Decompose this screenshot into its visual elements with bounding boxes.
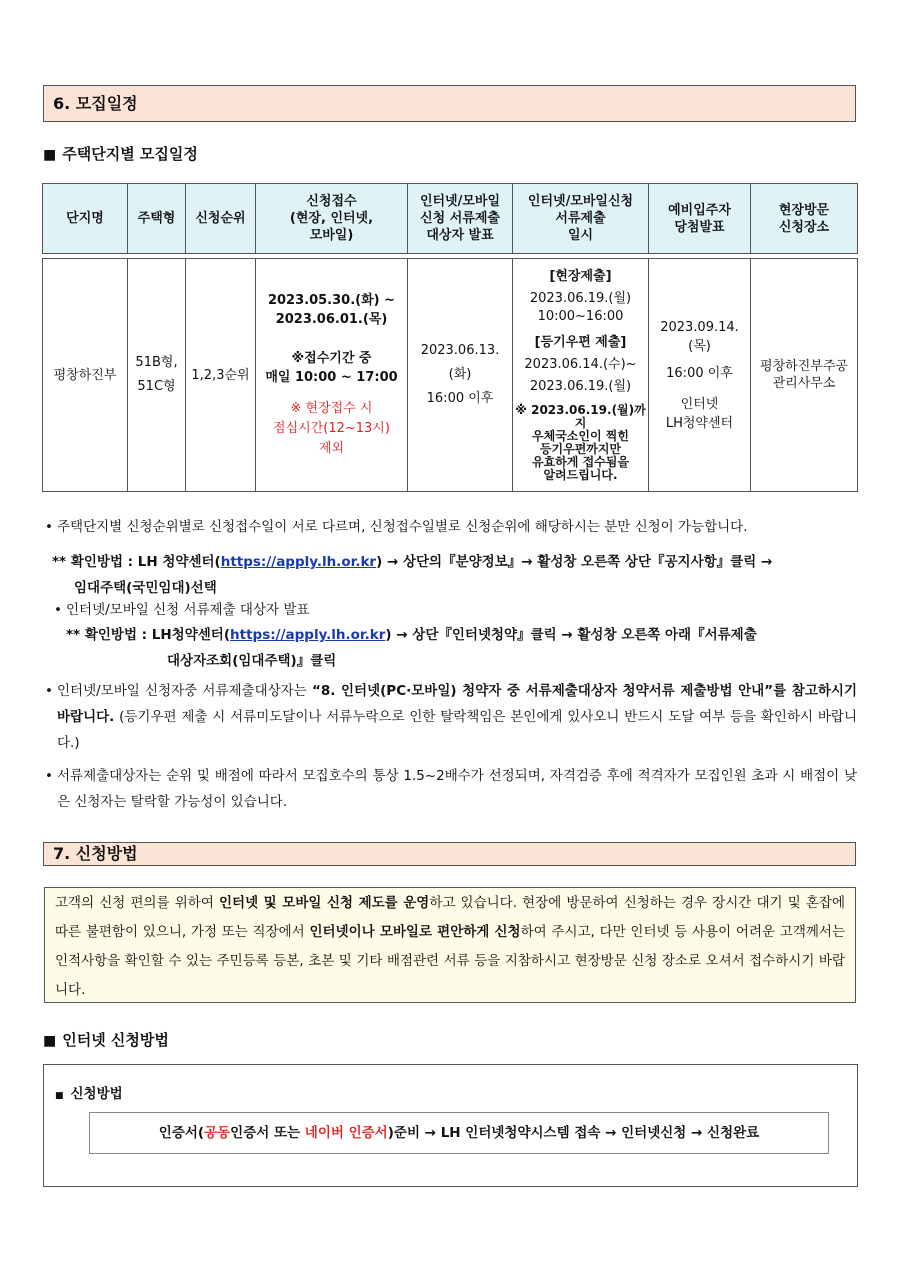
table-row (43, 259, 858, 492)
header-house-type: 주택형 (128, 184, 186, 254)
header-visit-place: 현장방문 신청장소 (751, 184, 858, 254)
lh-link-2[interactable]: https://apply.lh.or.kr (230, 627, 386, 643)
section-7-header (43, 842, 856, 866)
cell-submission: [현장제출] 2023.06.19.(월) 10:00~16:00 [등기우편 제출] 2023.06.14.(수)~ 2023.06.19.(월) ※ 2023.06.19.(월)까지 우체국소인이 찍힌 등기우편까지만 유효하게 접수됨을 알려드립니다. (513, 259, 649, 492)
note-reception-rank: • 주택단지별 신청순위별로 신청접수일이 서로 다르며, 신청접수일별로 신청순위에 해당하시는 분만 신청이 가능합니다. (57, 514, 857, 540)
header-reception: 신청접수 (현장, 인터넷, 모바일) (256, 184, 408, 254)
internet-method-box (43, 1064, 858, 1187)
cell-reception: 2023.05.30.(화) ~ 2023.06.01.(목) ※접수기간 중 매일 10:00 ~ 17:00 ※ 현장접수 시 점심시간(12~13시) 제외 (256, 259, 408, 492)
note-check-method-1: ** 확인방법 : LH 청약센터(https://apply.lh.or.kr) → 상단의『분양정보』→ 활성창 오른쪽 상단『공지사항』클릭 → 임대주택(국민임대)선택 (52, 554, 773, 596)
cell-announce: 2023.06.13.(화) 16:00 이후 (408, 259, 513, 492)
internet-subtitle-text: 인터넷 신청방법 (62, 1031, 169, 1049)
schedule-subtitle-text: 주택단지별 모집일정 (62, 145, 198, 163)
header-announce: 인터넷/모바일 신청 서류제출 대상자 발표 (408, 184, 513, 254)
cell-winner: 2023.09.14.(목) 16:00 이후 인터넷 LH청약센터 (649, 259, 751, 492)
internet-subtitle (43, 1029, 169, 1050)
cell-complex: 평창하진부 (43, 259, 128, 492)
note-check-method-2: ** 확인방법 : LH청약센터(https://apply.lh.or.kr) → 상단『인터넷청약』클릭 → 활성창 오른쪽 아래『서류제출 대상자조회(임대주택)』클릭 (66, 627, 757, 669)
small-square-bullet-icon: ■ (55, 1091, 64, 1101)
lh-link-1[interactable]: https://apply.lh.or.kr (220, 554, 377, 570)
square-bullet-icon: ■ (43, 1033, 57, 1049)
square-bullet-icon: ■ (43, 147, 57, 163)
application-intro-box: 고객의 신청 편의를 위하여 인터넷 및 모바일 신청 제도를 운영하고 있습니다. 현장에 방문하여 신청하는 경우 장시간 대기 및 혼잡에 따른 불편함이 있으니, 가정 또는 직장에서 인터넷이나 모바일로 편안하게 신청하여 주시고, 다만 인터넷 등 사용이 어려운 고객께서는 인적사항을 확인할 수 있는 주민등록 등본, 초본 및 기타 배점관련 서류 등을 지참하시고 현장방문 신청 장소로 오셔서 접수하시기 바랍니다. (44, 887, 856, 1003)
schedule-table (42, 183, 858, 492)
table-header-row (43, 184, 858, 254)
note-announce: • 인터넷/모바일 신청 서류제출 대상자 발표 (66, 597, 856, 623)
header-rank: 신청순위 (186, 184, 256, 254)
method-label: ■ 신청방법 (55, 1086, 123, 1102)
internet-steps: 인증서(공동인증서 또는 네이버 인증서)준비 → LH 인터넷청약시스템 접속 → 인터넷신청 → 신청완료 (89, 1112, 829, 1154)
cell-visit-place: 평창하진부주공 관리사무소 (751, 259, 858, 492)
section-6-header (43, 85, 856, 122)
section-7-title: 7. 신청방법 (53, 844, 138, 863)
note-document-submission: • 인터넷/모바일 신청자중 서류제출대상자는 “8. 인터넷(PC·모바일) 청약자 중 서류제출대상자 청약서류 제출방법 안내”를 참고하시기 바랍니다. (등기우편 제출 시 서류미도달이나 서류누락으로 인한 탈락책임은 본인에게 있사오니 반드시 도달 여부 등을 확인하시 바랍니다.) (57, 678, 857, 756)
header-winner: 예비입주자 당첨발표 (649, 184, 751, 254)
note-selection: • 서류제출대상자는 순위 및 배점에 따라서 모집호수의 통상 1.5~2배수가 선정되며, 자격검증 후에 적격자가 모집인원 초과 시 배점이 낮은 신청자는 탈락할 가능성이 있습니다. (57, 763, 857, 815)
cell-rank: 1,2,3순위 (186, 259, 256, 492)
schedule-subtitle (43, 143, 198, 164)
header-submission: 인터넷/모바일신청 서류제출 일시 (513, 184, 649, 254)
header-complex: 단지명 (43, 184, 128, 254)
section-6-title: 6. 모집일정 (53, 94, 138, 113)
cell-house-type: 51B형, 51C형 (128, 259, 186, 492)
